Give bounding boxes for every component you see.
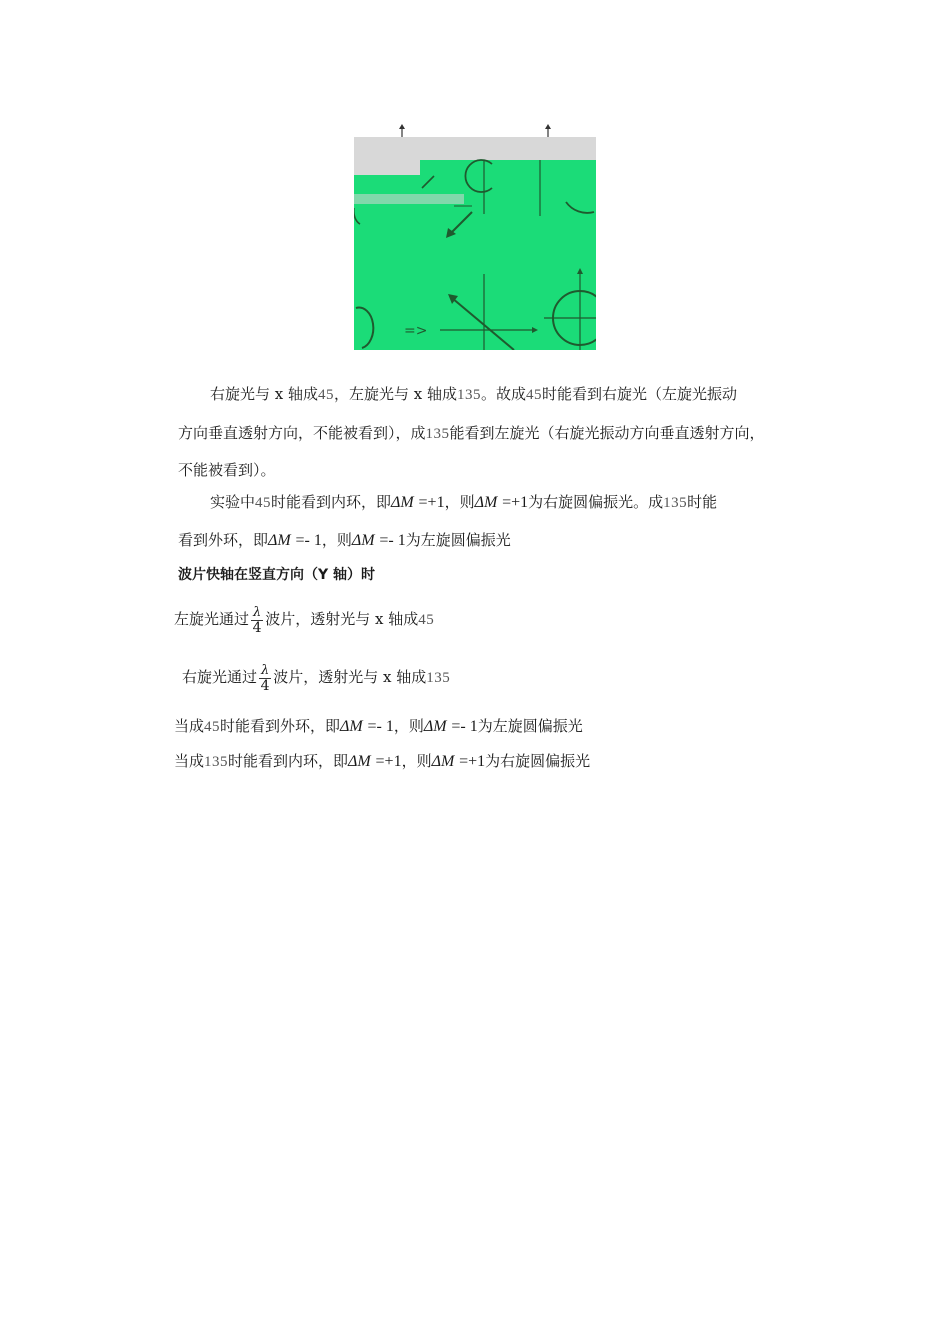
angle-value: 135 [425, 426, 450, 442]
fraction-denominator: 4 [260, 677, 270, 694]
p2-line1 [210, 492, 717, 513]
angle-value: 45 [204, 719, 221, 735]
angle-value: 45 [255, 495, 272, 511]
text: 为左旋圆偏振光 [405, 531, 511, 549]
p1-line2 [178, 423, 765, 444]
angle-value: 135 [663, 495, 688, 511]
text: 不能被看到）。 [178, 461, 276, 479]
p2-line2 [178, 530, 511, 551]
p1-line1 [210, 384, 737, 405]
delta-m: ΔM [268, 532, 291, 549]
arrowhead-left [399, 124, 405, 129]
delta-m-value: =- 1 [451, 718, 478, 735]
delta-m-value: =+1 [502, 494, 529, 511]
section-heading: 波片快轴在竖直方向（Y 轴）时 [178, 567, 376, 583]
lambda-quarter-fraction [259, 664, 271, 693]
text: 当成 [174, 752, 205, 770]
text: 为右旋圆偏振光 [485, 752, 591, 770]
angle-value: 45 [418, 612, 435, 628]
polarization-diagram [354, 124, 596, 350]
delta-m: ΔM [423, 718, 447, 735]
delta-m: ΔM [351, 532, 375, 549]
delta-m: ΔM [391, 494, 414, 511]
text: 为右旋圆偏振光。成 [528, 493, 664, 511]
delta-m-value: =+1 [418, 494, 445, 511]
text: 实验中 [210, 493, 256, 511]
text: 波片，透射光与 x 轴成 [273, 668, 427, 686]
delta-m: ΔM [474, 494, 498, 511]
text: 为左旋圆偏振光 [477, 717, 583, 735]
text: 时能 [687, 493, 718, 511]
lambda-quarter-fraction [251, 606, 263, 635]
polarization-figure [354, 124, 596, 350]
delta-m-value: =- 1 [295, 532, 322, 549]
text: ，则 [444, 493, 475, 511]
text: ，则 [321, 531, 352, 549]
angle-value: 45 [318, 387, 334, 403]
angle-value: 135 [457, 387, 481, 403]
delta-m-value: =- 1 [367, 718, 394, 735]
line-left-rotating [174, 600, 434, 639]
green-patch [420, 160, 596, 180]
text: 右旋光与 x 轴成 [210, 385, 318, 403]
delta-m: ΔM [348, 753, 371, 770]
delta-m-value: =+1 [375, 753, 402, 770]
text: 。故成 [481, 385, 527, 403]
line-135 [174, 751, 590, 772]
text: 时能看到外环，即 [220, 717, 341, 735]
text: ，左旋光与 x 轴成 [334, 385, 457, 403]
text: 能看到左旋光（右旋光振动方向垂直透射方向， [449, 424, 765, 442]
angle-value: 45 [526, 387, 543, 403]
arrowhead-right [545, 124, 551, 129]
implies-arrow: => [404, 323, 428, 339]
line-right-rotating [182, 658, 450, 697]
text: 右旋光通过 [182, 668, 258, 686]
delta-m-value: =+1 [459, 753, 486, 770]
text: 时能看到右旋光（左旋光振动 [542, 385, 738, 403]
text: 方向垂直透射方向，不能被看到），成 [178, 424, 426, 442]
text: 波片，透射光与 x 轴成 [265, 610, 419, 628]
delta-m-value: =- 1 [379, 532, 406, 549]
delta-m: ΔM [340, 718, 363, 735]
fraction-numerator: λ [261, 662, 270, 678]
text: ，则 [393, 717, 424, 735]
p1-line3 [178, 460, 276, 480]
text: 左旋光通过 [174, 610, 250, 628]
text: 看到外环，即 [178, 531, 269, 549]
text: 当成 [174, 717, 205, 735]
angle-value: 135 [204, 754, 229, 770]
line-45 [174, 716, 583, 737]
angle-value: 135 [426, 670, 451, 686]
text: 时能看到内环，即 [271, 493, 392, 511]
fraction-denominator: 4 [252, 619, 262, 636]
text: ，则 [401, 752, 432, 770]
text: 时能看到内环，即 [228, 752, 349, 770]
fraction-numerator: λ [253, 604, 262, 620]
delta-m: ΔM [431, 753, 455, 770]
gray-strip [354, 194, 464, 204]
